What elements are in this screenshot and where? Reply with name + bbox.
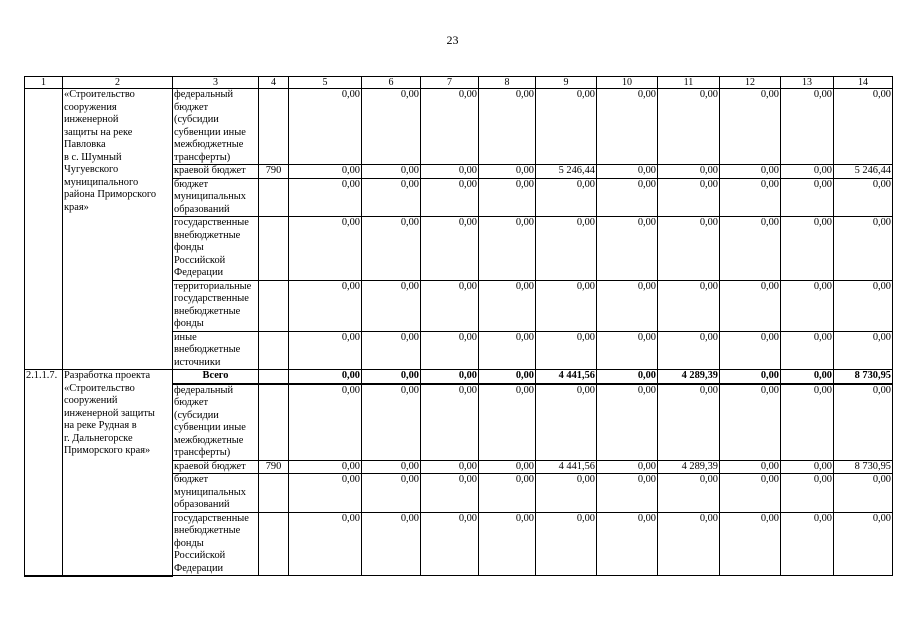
amount-cell: 0,00 [362,178,421,217]
amount-cell: 0,00 [536,512,597,576]
amount-cell: 0,00 [479,474,536,513]
total-row [25,370,893,384]
amount-cell: 0,00 [720,89,781,165]
amount-cell: 0,00 [834,217,893,281]
amount-cell: 0,00 [597,474,658,513]
amount-cell: 0,00 [421,370,479,384]
amount-cell: 0,00 [597,384,658,461]
amount-cell: 0,00 [421,280,479,331]
amount-cell: 0,00 [658,331,720,370]
column-header: 11 [658,77,720,89]
funding-source: федеральный бюджет (субсидии субвенции иные межбюджетные трансферты) [173,89,259,165]
funding-source: иные внебюджетные источники [173,331,259,370]
amount-cell: 0,00 [720,384,781,461]
amount-cell: 0,00 [720,512,781,576]
amount-cell: 0,00 [362,280,421,331]
funding-source: Всего [173,370,259,384]
amount-cell: 0,00 [479,178,536,217]
amount-cell: 0,00 [421,165,479,179]
amount-cell: 4 289,39 [658,370,720,384]
amount-cell: 0,00 [362,474,421,513]
amount-cell: 0,00 [421,331,479,370]
amount-cell: 0,00 [781,460,834,474]
amount-cell: 8 730,95 [834,370,893,384]
amount-cell: 0,00 [834,178,893,217]
budget-code [259,331,289,370]
amount-cell: 0,00 [479,512,536,576]
column-header: 8 [479,77,536,89]
amount-cell: 0,00 [479,217,536,281]
header-row [25,77,893,89]
amount-cell: 0,00 [479,89,536,165]
amount-cell: 0,00 [597,370,658,384]
amount-cell: 0,00 [536,178,597,217]
amount-cell: 0,00 [781,165,834,179]
budget-code [259,370,289,384]
amount-cell: 0,00 [421,460,479,474]
amount-cell: 0,00 [362,512,421,576]
amount-cell: 0,00 [658,165,720,179]
amount-cell: 0,00 [289,474,362,513]
amount-cell: 0,00 [597,460,658,474]
amount-cell: 5 246,44 [834,165,893,179]
column-header: 6 [362,77,421,89]
table-row [25,89,893,165]
funding-source: краевой бюджет [173,165,259,179]
amount-cell: 0,00 [289,370,362,384]
budget-code [259,178,289,217]
amount-cell: 0,00 [720,165,781,179]
amount-cell: 0,00 [362,331,421,370]
amount-cell: 0,00 [658,89,720,165]
column-header: 4 [259,77,289,89]
section-rows [25,370,893,576]
funding-source: государственные внебюджетные фонды Российской Федерации [173,512,259,576]
funding-source: бюджет муниципальных образований [173,474,259,513]
budget-code: 790 [259,460,289,474]
amount-cell: 0,00 [421,384,479,461]
amount-cell: 0,00 [362,384,421,461]
amount-cell: 0,00 [536,331,597,370]
amount-cell: 0,00 [597,512,658,576]
amount-cell: 0,00 [289,165,362,179]
section-rows [25,89,893,370]
column-header: 3 [173,77,259,89]
amount-cell: 0,00 [421,217,479,281]
amount-cell: 0,00 [362,89,421,165]
amount-cell: 0,00 [597,331,658,370]
amount-cell: 0,00 [720,370,781,384]
amount-cell: 0,00 [289,460,362,474]
amount-cell: 0,00 [834,280,893,331]
page-number: 23 [446,33,459,47]
amount-cell: 0,00 [658,178,720,217]
amount-cell: 0,00 [479,370,536,384]
funding-source: федеральный бюджет (субсидии субвенции иные межбюджетные трансферты) [173,384,259,461]
amount-cell: 0,00 [362,217,421,281]
amount-cell: 0,00 [597,165,658,179]
amount-cell: 0,00 [658,217,720,281]
amount-cell: 0,00 [834,474,893,513]
budget-code [259,217,289,281]
amount-cell: 0,00 [479,331,536,370]
amount-cell: 0,00 [658,384,720,461]
amount-cell: 0,00 [658,474,720,513]
amount-cell: 0,00 [421,178,479,217]
amount-cell: 5 246,44 [536,165,597,179]
amount-cell: 0,00 [597,178,658,217]
amount-cell: 0,00 [597,89,658,165]
item-name: Разработка проекта «Строительство сооружений инженерной защиты на реке Рудная в г. Дальнегорске Приморского края» [63,370,173,576]
amount-cell: 0,00 [658,280,720,331]
amount-cell: 8 730,95 [834,460,893,474]
amount-cell: 0,00 [834,512,893,576]
amount-cell: 0,00 [720,280,781,331]
amount-cell: 0,00 [289,89,362,165]
amount-cell: 0,00 [597,217,658,281]
amount-cell: 0,00 [362,370,421,384]
amount-cell: 0,00 [834,331,893,370]
amount-cell: 0,00 [781,280,834,331]
item-code [25,89,63,370]
column-header: 12 [720,77,781,89]
amount-cell: 0,00 [781,512,834,576]
funding-source: территориальные государственные внебюджетные фонды [173,280,259,331]
amount-cell: 0,00 [720,217,781,281]
column-header: 1 [25,77,63,89]
amount-cell: 0,00 [658,512,720,576]
budget-code [259,384,289,461]
column-header: 7 [421,77,479,89]
amount-cell: 0,00 [597,280,658,331]
budget-code: 790 [259,165,289,179]
amount-cell: 0,00 [536,280,597,331]
budget-table [24,76,893,577]
amount-cell: 0,00 [479,165,536,179]
amount-cell: 0,00 [720,178,781,217]
amount-cell: 4 289,39 [658,460,720,474]
amount-cell: 0,00 [421,474,479,513]
amount-cell: 0,00 [781,217,834,281]
amount-cell: 4 441,56 [536,370,597,384]
budget-code [259,89,289,165]
amount-cell: 0,00 [536,217,597,281]
funding-source: бюджет муниципальных образований [173,178,259,217]
amount-cell: 0,00 [289,512,362,576]
amount-cell: 0,00 [834,384,893,461]
column-header: 9 [536,77,597,89]
amount-cell: 0,00 [536,474,597,513]
amount-cell: 0,00 [289,331,362,370]
amount-cell: 0,00 [720,474,781,513]
amount-cell: 0,00 [834,89,893,165]
amount-cell: 0,00 [781,178,834,217]
column-header: 5 [289,77,362,89]
amount-cell: 0,00 [781,331,834,370]
amount-cell: 0,00 [479,280,536,331]
amount-cell: 0,00 [289,217,362,281]
amount-cell: 0,00 [421,89,479,165]
column-header: 10 [597,77,658,89]
amount-cell: 0,00 [536,384,597,461]
amount-cell: 0,00 [289,384,362,461]
funding-source: государственные внебюджетные фонды Российской Федерации [173,217,259,281]
amount-cell: 0,00 [720,460,781,474]
column-header: 14 [834,77,893,89]
budget-code [259,474,289,513]
amount-cell: 0,00 [781,370,834,384]
budget-code [259,512,289,576]
amount-cell: 0,00 [289,280,362,331]
amount-cell: 4 441,56 [536,460,597,474]
amount-cell: 0,00 [362,165,421,179]
column-header: 13 [781,77,834,89]
item-name: «Строительство сооружения инженерной защиты на реке Павловка в с. Шумный Чугуевского муниципального района Приморского края» [63,89,173,370]
amount-cell: 0,00 [720,331,781,370]
amount-cell: 0,00 [536,89,597,165]
amount-cell: 0,00 [479,384,536,461]
funding-source: краевой бюджет [173,460,259,474]
item-code: 2.1.1.7. [25,370,63,576]
budget-code [259,280,289,331]
amount-cell: 0,00 [421,512,479,576]
amount-cell: 0,00 [781,89,834,165]
amount-cell: 0,00 [781,384,834,461]
amount-cell: 0,00 [781,474,834,513]
amount-cell: 0,00 [289,178,362,217]
column-header: 2 [63,77,173,89]
amount-cell: 0,00 [479,460,536,474]
amount-cell: 0,00 [362,460,421,474]
